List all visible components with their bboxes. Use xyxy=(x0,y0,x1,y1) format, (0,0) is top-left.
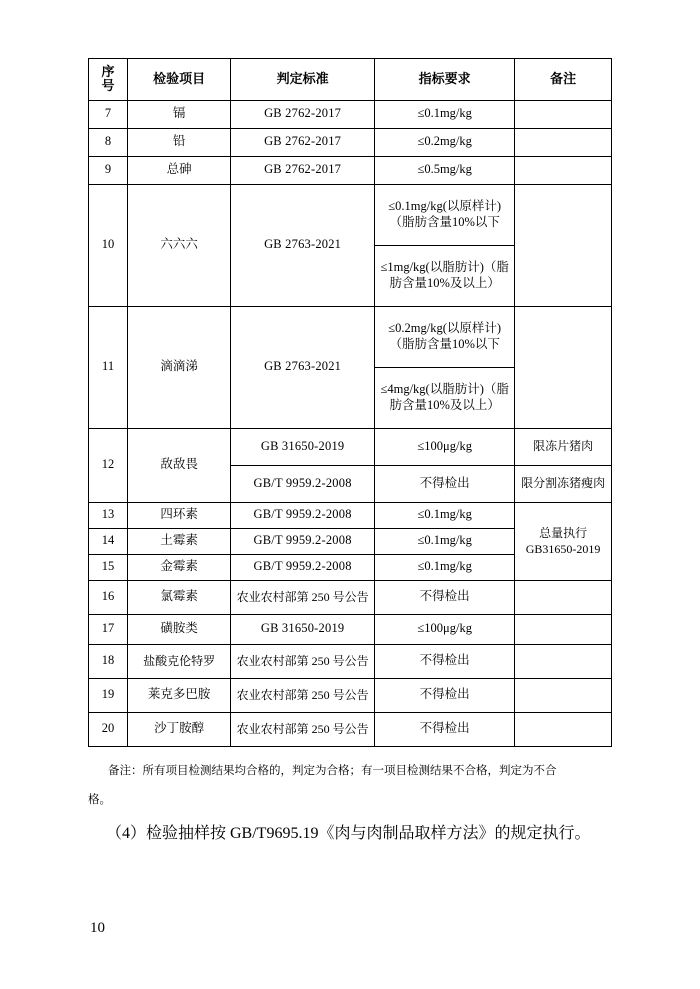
row-no: 12 xyxy=(89,428,128,502)
row-item: 土霉素 xyxy=(128,528,231,554)
row-req: 不得检出 xyxy=(375,678,515,712)
row-no: 13 xyxy=(89,502,128,528)
header-no xyxy=(89,59,128,101)
header-no-text: 序号 xyxy=(101,64,115,94)
row-no: 8 xyxy=(89,128,128,156)
row-std: GB 2762-2017 xyxy=(231,100,375,128)
row-std: GB/T 9959.2-2008 xyxy=(231,528,375,554)
row-req: ≤0.1mg/kg xyxy=(375,100,515,128)
row-note xyxy=(515,306,612,428)
row-std: 农业农村部第 250 号公告 xyxy=(231,712,375,746)
row-no: 7 xyxy=(89,100,128,128)
table-row xyxy=(89,100,612,128)
table-row xyxy=(89,614,612,644)
table-row xyxy=(89,128,612,156)
row-note xyxy=(515,128,612,156)
row-note-merged: 总量执行GB31650-2019 xyxy=(515,502,612,580)
table-row xyxy=(89,644,612,678)
row-req-b: 不得检出 xyxy=(375,465,515,502)
table-row xyxy=(89,156,612,184)
row-note-a: 限冻片猪肉 xyxy=(515,428,612,465)
row-item: 总砷 xyxy=(128,156,231,184)
header-req: 指标要求 xyxy=(375,59,515,101)
header-item: 检验项目 xyxy=(128,59,231,101)
row-std: 农业农村部第 250 号公告 xyxy=(231,580,375,614)
row-std: 农业农村部第 250 号公告 xyxy=(231,644,375,678)
row-no: 19 xyxy=(89,678,128,712)
row-std-b: GB/T 9959.2-2008 xyxy=(231,465,375,502)
row-req: ≤0.1mg/kg xyxy=(375,528,515,554)
row-no: 20 xyxy=(89,712,128,746)
row-item: 镉 xyxy=(128,100,231,128)
table-row xyxy=(89,712,612,746)
row-req: 不得检出 xyxy=(375,712,515,746)
row-no: 9 xyxy=(89,156,128,184)
row-std: 农业农村部第 250 号公告 xyxy=(231,678,375,712)
inspection-table-container xyxy=(88,58,612,747)
page-number: 10 xyxy=(90,920,105,936)
body-paragraph: （4）检验抽样按 GB/T9695.19《肉与肉制品取样方法》的规定执行。 xyxy=(106,825,591,842)
row-note xyxy=(515,100,612,128)
table-row xyxy=(89,678,612,712)
row-std: GB 2763-2021 xyxy=(231,184,375,306)
row-no: 18 xyxy=(89,644,128,678)
table-row xyxy=(89,306,612,367)
row-std: GB/T 9959.2-2008 xyxy=(231,554,375,580)
row-req: 不得检出 xyxy=(375,580,515,614)
table-row xyxy=(89,502,612,528)
row-req: ≤0.1mg/kg xyxy=(375,502,515,528)
row-note xyxy=(515,156,612,184)
row-req: 不得检出 xyxy=(375,644,515,678)
row-item: 敌敌畏 xyxy=(128,428,231,502)
inspection-table xyxy=(88,58,612,747)
row-req: ≤0.5mg/kg xyxy=(375,156,515,184)
row-item: 沙丁胺醇 xyxy=(128,712,231,746)
table-row xyxy=(89,428,612,465)
row-no: 14 xyxy=(89,528,128,554)
row-std: GB 2763-2021 xyxy=(231,306,375,428)
table-row xyxy=(89,580,612,614)
row-no: 11 xyxy=(89,306,128,428)
row-req-b: ≤1mg/kg(以脂肪计)（脂肪含量10%及以上） xyxy=(375,245,515,306)
table-header-row xyxy=(89,59,612,101)
row-req: ≤100μg/kg xyxy=(375,614,515,644)
row-std: GB/T 9959.2-2008 xyxy=(231,502,375,528)
row-item: 滴滴涕 xyxy=(128,306,231,428)
row-req-a: ≤100μg/kg xyxy=(375,428,515,465)
row-no: 16 xyxy=(89,580,128,614)
row-item: 莱克多巴胺 xyxy=(128,678,231,712)
row-note xyxy=(515,644,612,678)
row-no: 10 xyxy=(89,184,128,306)
row-item: 四环素 xyxy=(128,502,231,528)
footnote-line-2: 格。 xyxy=(88,794,111,806)
row-req-a: ≤0.2mg/kg(以原样计)（脂肪含量10%以下 xyxy=(375,306,515,367)
row-req: ≤0.1mg/kg xyxy=(375,554,515,580)
header-note: 备注 xyxy=(515,59,612,101)
row-no: 15 xyxy=(89,554,128,580)
row-std-a: GB 31650-2019 xyxy=(231,428,375,465)
table-row xyxy=(89,184,612,245)
row-std: GB 2762-2017 xyxy=(231,128,375,156)
row-req-a: ≤0.1mg/kg(以原样计)（脂肪含量10%以下 xyxy=(375,184,515,245)
row-note xyxy=(515,678,612,712)
header-std: 判定标准 xyxy=(231,59,375,101)
row-std: GB 31650-2019 xyxy=(231,614,375,644)
row-item: 盐酸克伦特罗 xyxy=(128,644,231,678)
footnote-line-1: 备注：所有项目检测结果均合格的，判定为合格；有一项目检测结果不合格，判定为不合 xyxy=(108,765,557,777)
row-item: 金霉素 xyxy=(128,554,231,580)
row-req-b: ≤4mg/kg(以脂肪计)（脂肪含量10%及以上） xyxy=(375,367,515,428)
row-item: 六六六 xyxy=(128,184,231,306)
row-note-b: 限分割冻猪瘦肉 xyxy=(515,465,612,502)
row-req: ≤0.2mg/kg xyxy=(375,128,515,156)
row-note xyxy=(515,712,612,746)
row-item: 氯霉素 xyxy=(128,580,231,614)
row-note xyxy=(515,580,612,614)
row-no: 17 xyxy=(89,614,128,644)
row-item: 铅 xyxy=(128,128,231,156)
row-note xyxy=(515,184,612,306)
row-item: 磺胺类 xyxy=(128,614,231,644)
row-note xyxy=(515,614,612,644)
row-std: GB 2762-2017 xyxy=(231,156,375,184)
